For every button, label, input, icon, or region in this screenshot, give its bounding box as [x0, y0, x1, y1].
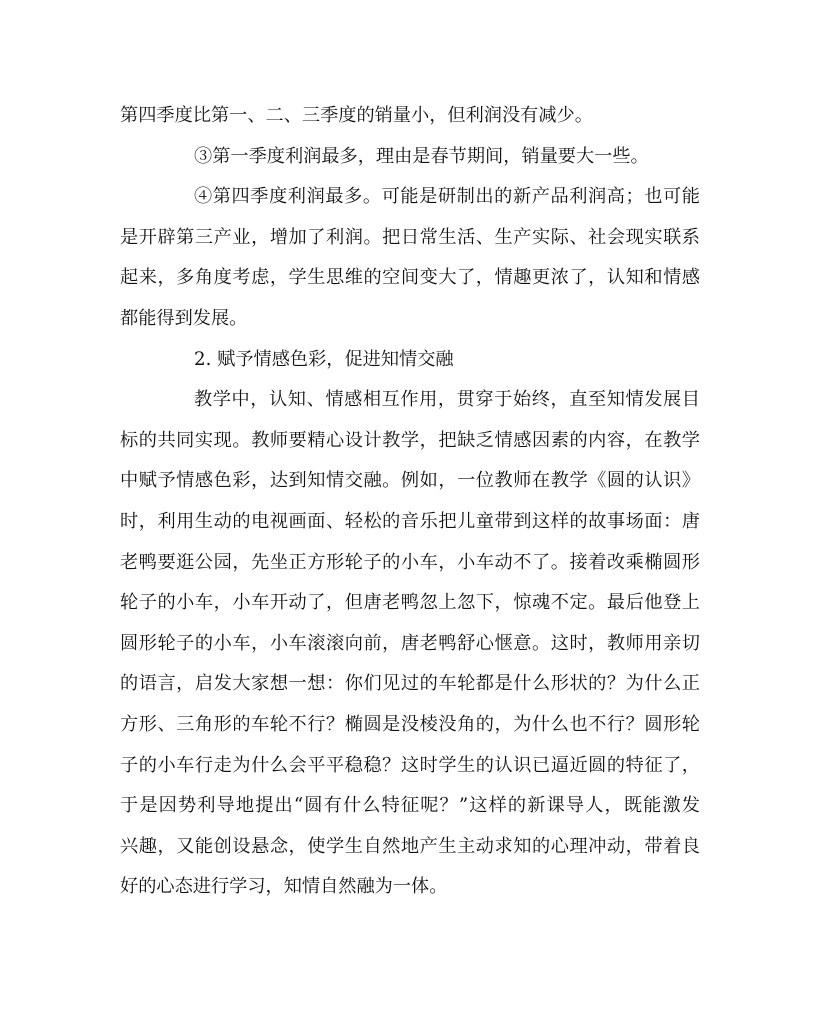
- paragraph-line: 子的小车行走为什么会平平稳稳？这时学生的认识已逼近圆的特征了，: [120, 754, 700, 776]
- paragraph-line: 教学中，认知、情感相互作用，贯穿于始终，直至知情发展目: [194, 389, 700, 411]
- paragraph-line: 圆形轮子的小车，小车滚滚向前，唐老鸭舒心惬意。这时，教师用亲切: [120, 632, 700, 654]
- paragraph-line: 兴趣，又能创设悬念，使学生自然地产生主动求知的心理冲动，带着良: [120, 835, 700, 857]
- paragraph-line: 第四季度比第一、二、三季度的销量小，但利润没有减少。: [120, 105, 593, 126]
- paragraph-line: 好的心态进行学习，知情自然融为一体。: [120, 876, 448, 898]
- paragraph-line: 时，利用生动的电视画面、轻松的音乐把儿童带到这样的故事场面：唐: [120, 510, 700, 532]
- paragraph-line: ④第四季度利润最多。可能是研制出的新产品利润高；也可能: [194, 186, 700, 208]
- paragraph-line: 起来，多角度考虑，学生思维的空间变大了，情趣更浓了，认知和情感: [120, 267, 700, 289]
- paragraph-line: 方形、三角形的车轮不行？椭圆是没棱没角的，为什么也不行？圆形轮: [120, 713, 700, 735]
- paragraph-line: 轮子的小车，小车开动了，但唐老鸭忽上忽下，惊魂不定。最后他登上: [120, 592, 700, 614]
- paragraph-line: 于是因势利导地提出“圆有什么特征呢？”这样的新课导人，既能激发: [120, 795, 700, 817]
- paragraph-line: 都能得到发展。: [120, 307, 248, 329]
- paragraph-line: 中赋予情感色彩，达到知情交融。例如，一位教师在教学《圆的认识》: [120, 470, 700, 492]
- paragraph-line: 标的共同实现。教师要精心设计教学，把缺乏情感因素的内容，在教学: [120, 429, 700, 451]
- document-body: [120, 96, 700, 908]
- paragraph-line: 老鸭要逛公园，先坐正方形轮子的小车，小车动不了。接着改乘椭圆形: [120, 551, 700, 573]
- paragraph-line: 是开辟第三产业，增加了利润。把日常生活、生产实际、社会现实联系: [120, 226, 700, 248]
- paragraph-line: 的语言，启发大家想一想：你们见过的车轮都是什么形状的？为什么正: [120, 673, 700, 695]
- section-heading: 2. 赋予情感色彩，促进知情交融: [194, 348, 454, 370]
- paragraph-line: ③第一季度利润最多，理由是春节期间，销量要大一些。: [194, 145, 649, 167]
